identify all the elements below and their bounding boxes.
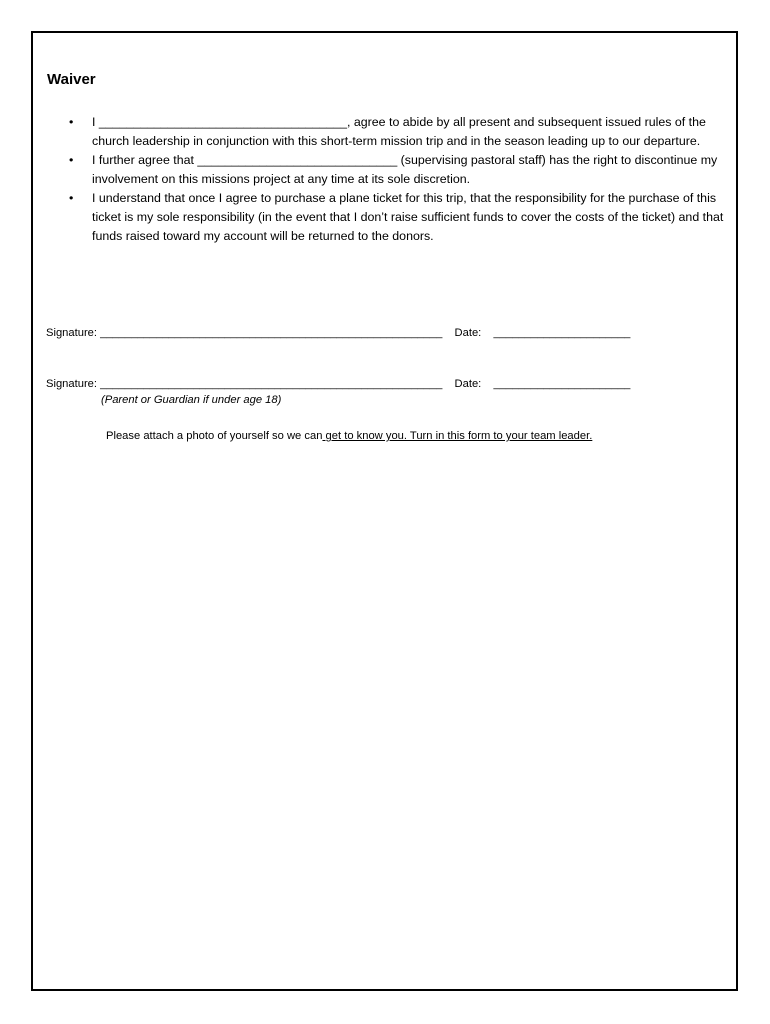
waiver-page xyxy=(31,31,738,991)
attach-note-text: Please attach a photo of yourself so we can xyxy=(106,430,323,442)
date-label: Date: xyxy=(454,327,482,339)
guardian-signature-row xyxy=(46,377,630,391)
term-text-end: (supervising pastoral staff) has the right to discontinue my involvement on this missions project at any time at its sole discretion. xyxy=(92,153,718,186)
pastoral-staff-blank[interactable]: _____________________________ xyxy=(197,153,398,167)
guardian-note: (Parent or Guardian if under age 18) xyxy=(101,394,282,406)
attach-photo-note xyxy=(106,430,592,442)
date-line[interactable]: ______________________ xyxy=(493,327,631,339)
date-line[interactable]: ______________________ xyxy=(493,378,631,390)
list-item xyxy=(47,189,727,246)
list-item xyxy=(47,113,727,151)
bullet-icon: • xyxy=(69,153,74,167)
term-text-start: I xyxy=(92,115,99,129)
term-text: I understand that once I agree to purchase a plane ticket for this trip, that the responsibility for the purchase of this ticket is my sole responsibility (in the event that I don’t raise sufficient funds to cover the costs of the ticket) and that funds raised toward my account will be returned to the donors. xyxy=(92,191,724,243)
date-label: Date: xyxy=(454,378,482,390)
term-text-end: , agree to abide by all present and subsequent issued rules of the church leadership in conjunction with this short-term mission trip and in the season leading up to our departure. xyxy=(92,115,706,148)
bullet-icon: • xyxy=(69,115,74,129)
term-text-start: I further agree that xyxy=(92,153,198,167)
signature-row xyxy=(46,326,630,340)
waiver-terms-list xyxy=(47,113,727,246)
list-item xyxy=(47,151,727,189)
signature-label: Signature: xyxy=(46,378,97,390)
bullet-icon: • xyxy=(69,191,74,205)
signature-line[interactable]: _______________________________________________________ xyxy=(100,327,443,339)
signature-line[interactable]: _______________________________________________________ xyxy=(100,378,443,390)
signature-label: Signature: xyxy=(46,327,97,339)
attach-note-underlined: get to know you. Turn in this form to your team leader. xyxy=(322,430,593,442)
name-blank[interactable]: ____________________________________ xyxy=(98,115,347,129)
page-title: Waiver xyxy=(47,71,96,88)
